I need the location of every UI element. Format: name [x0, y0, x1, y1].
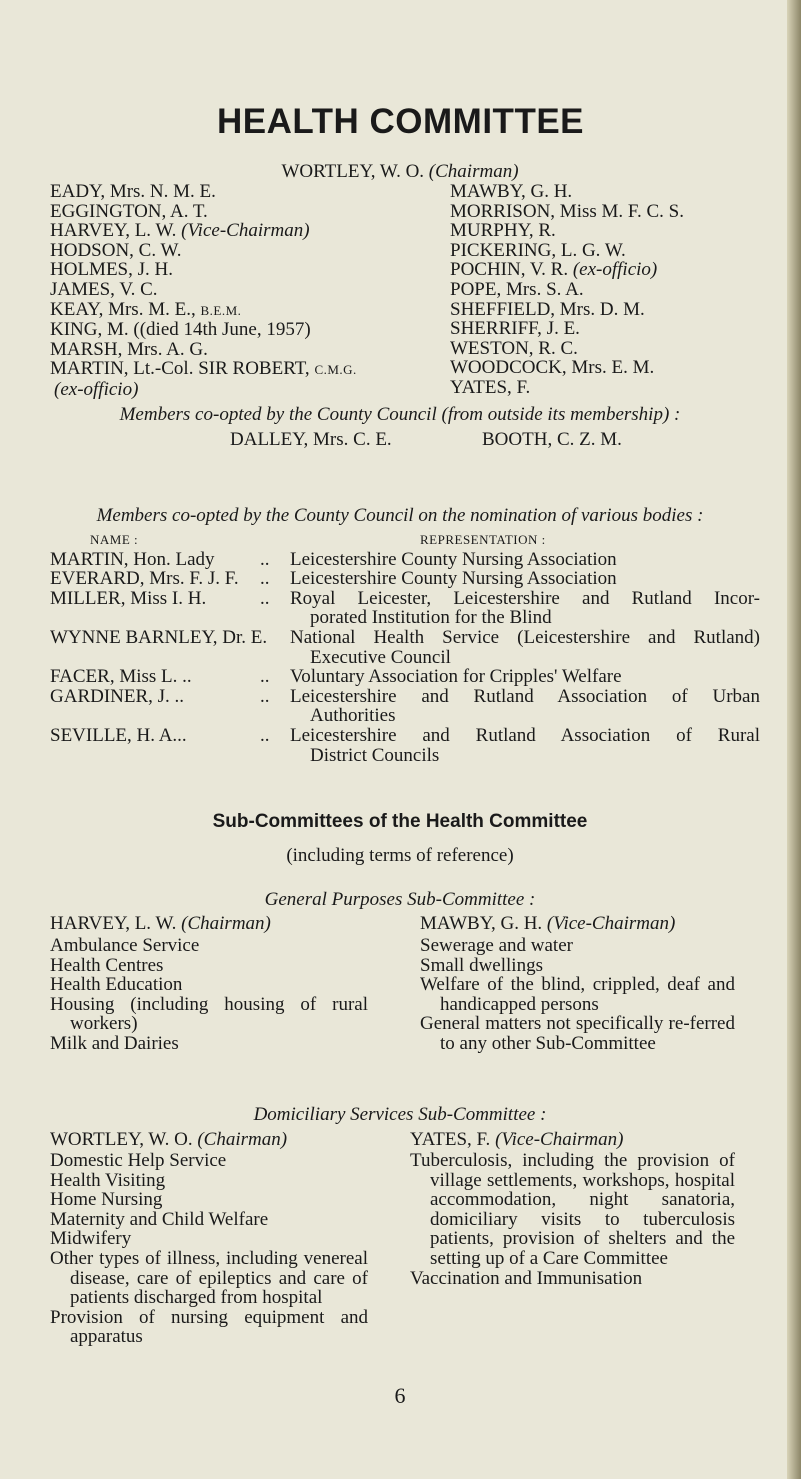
leader-dots: .. [260, 666, 270, 688]
table-row [50, 687, 760, 726]
domiciliary-heading [30, 1105, 770, 1125]
dom-chairman [50, 1130, 287, 1150]
general-purposes-heading [30, 890, 770, 910]
coopted-outside-name: DALLEY, Mrs. C. E. [230, 429, 392, 450]
leader-dots: .. [260, 724, 270, 746]
member-name: EVERARD, Mrs. F. J. F. [50, 568, 239, 590]
member-entry [50, 300, 357, 321]
role: (Vice-Chairman) [495, 1129, 624, 1150]
member-entry [450, 300, 684, 320]
term-of-reference: Milk and Dairies [50, 1032, 179, 1054]
leader-dots: .. [260, 685, 270, 707]
member-name: KEAY, Mrs. M. E., [50, 298, 196, 320]
chairman-role: (Chairman) [428, 161, 519, 182]
table-row [50, 628, 760, 667]
term-of-reference: Vaccination and Immunisation [410, 1267, 643, 1289]
gp-vice-chairman [420, 914, 675, 934]
member-name: WOODCOCK, Mrs. E. M. [450, 357, 655, 379]
heading-part: ) : [662, 404, 681, 425]
member-entry [450, 319, 684, 339]
member-name: POCHIN, V. R. [450, 259, 569, 281]
members-left-column [50, 182, 357, 400]
subcommittees-subheading: (including terms of reference) [286, 845, 514, 866]
subcommittees-heading [30, 812, 770, 832]
term-of-reference: Midwifery [50, 1228, 132, 1250]
heading-text: Domiciliary Services Sub-Committee : [253, 1104, 547, 1125]
term-of-reference: General matters not specifically re-ferred to any other Sub-Committee [420, 1013, 735, 1054]
name: WORTLEY, W. O. [50, 1129, 193, 1150]
column-header-name: NAME : [90, 532, 139, 547]
representation [290, 726, 760, 765]
dom-right-list [410, 1151, 735, 1288]
representation-text: Royal Leicester, Leicestershire and Rutland Incor- [290, 587, 760, 609]
table-row [50, 589, 760, 628]
gp-right-list [420, 936, 735, 1054]
term-of-reference: Maternity and Child Welfare [50, 1208, 269, 1230]
gp-left-list [50, 936, 368, 1054]
role: (Chairman) [197, 1129, 288, 1150]
leader-dots [260, 628, 290, 667]
heading-text: Members co-opted by the County Council on the nomination of various bodies : [96, 505, 704, 526]
member-name: MARTIN, Lt.-Col. SIR ROBERT, [50, 358, 310, 380]
members-right-column [450, 182, 684, 398]
member-entry [50, 260, 357, 280]
member-entry [450, 202, 684, 222]
term-of-reference: Health Centres [50, 954, 164, 976]
coopted-outside-name: BOOTH, C. Z. M. [482, 429, 622, 450]
term-of-reference: Home Nursing [50, 1189, 163, 1211]
member-name: GARDINER, J. .. [50, 685, 185, 707]
table-header [50, 530, 760, 550]
member-name: POPE, Mrs. S. A. [450, 278, 584, 300]
table-row [50, 550, 760, 570]
name: YATES, F. [410, 1129, 491, 1150]
member-name: MILLER, Miss I. H. [50, 587, 207, 609]
chairman-name: WORTLEY, W. O. [281, 161, 425, 182]
member-entry [450, 378, 684, 398]
term-of-reference: Health Education [50, 974, 183, 996]
member-name: HODSON, C. W. [50, 239, 182, 261]
table-row [50, 726, 760, 765]
name: MAWBY, G. H. [420, 913, 543, 934]
representation-continued: Executive Council [310, 646, 451, 668]
role: (Chairman) [181, 913, 271, 934]
member-entry [50, 182, 357, 202]
representation [290, 628, 760, 667]
leader-dots: .. [260, 568, 270, 590]
representation-text: Leicestershire County Nursing Association [290, 548, 617, 570]
table-row [50, 667, 760, 687]
member-entry [50, 221, 357, 241]
member-entry [50, 280, 357, 300]
dom-left-list [50, 1151, 368, 1347]
representation-text: National Health Service (Leicestershire and Rutland) [290, 626, 760, 648]
table-row [50, 569, 760, 589]
member-note: (Vice-Chairman) [181, 220, 310, 242]
representation-text: Leicestershire County Nursing Association [290, 568, 617, 590]
member-entry [50, 359, 357, 380]
committee-chairman [30, 162, 770, 182]
member-name: EADY, Mrs. N. M. E. [50, 181, 216, 202]
member-name: WESTON, R. C. [450, 337, 578, 359]
heading-part: from outside its membership [447, 404, 663, 425]
representation-continued: porated Institution for the Blind [310, 607, 552, 629]
representation [290, 687, 760, 726]
member-entry [450, 241, 684, 261]
member-name: EGGINGTON, A. T. [50, 200, 208, 222]
member-name: JAMES, V. C. [50, 278, 158, 300]
coopted-nominated-heading [20, 506, 780, 526]
page-number: 6 [394, 1383, 406, 1408]
column-header-representation: REPRESENTATION : [420, 532, 546, 547]
dom-vice-chairman [410, 1130, 623, 1150]
representation [290, 569, 760, 589]
member-entry [50, 241, 357, 261]
member-entry [450, 339, 684, 359]
term-of-reference: Ambulance Service [50, 935, 200, 956]
member-entry [450, 182, 684, 202]
member-note: C.M.G. [314, 362, 357, 378]
term-of-reference: Sewerage and water [420, 935, 573, 956]
term-of-reference: Other types of illness, including venereal disease, care of epileptics and care of patients discharged from hospital [50, 1247, 368, 1309]
member-entry [50, 340, 357, 360]
member-name: MAWBY, G. H. [450, 181, 573, 202]
representation [290, 550, 760, 570]
heading-text: General Purposes Sub-Committee : [264, 889, 536, 910]
representation [290, 589, 760, 628]
member-name: YATES, F. [450, 376, 531, 398]
member-name: HOLMES, J. H. [50, 259, 173, 281]
term-of-reference: Tuberculosis, including the provision of village settlements, workshops, hospital accommodation, night sanatoria, domiciliary visits to tuberculosis patients, provision of shelters and the setting up of a Care Committee [410, 1150, 735, 1269]
gp-chairman [50, 914, 271, 934]
member-entry [450, 260, 684, 280]
page-edge-shadow [787, 0, 801, 1479]
member-entry [50, 202, 357, 222]
member-name: KING, M. ((died 14th June, 1957) [50, 319, 311, 341]
member-name: SEVILLE, H. A... [50, 724, 187, 746]
member-name: MARSH, Mrs. A. G. [50, 338, 208, 360]
heading-part: Members co-opted by the County Council ( [119, 404, 448, 425]
member-note: B.E.M. [200, 302, 242, 318]
member-name: SHERRIFF, J. E. [450, 318, 580, 340]
term-of-reference: Welfare of the blind, crippled, deaf and handicapped persons [420, 974, 735, 1015]
representation-text: Leicestershire and Rutland Association of Urban [290, 685, 760, 707]
member-entry [50, 380, 357, 400]
representation-text: Leicestershire and Rutland Association of Rural [290, 724, 760, 746]
member-name: WYNNE BARNLEY, Dr. E. [50, 626, 268, 648]
term-of-reference: Housing (including housing of rural workers) [50, 993, 368, 1035]
member-note: (ex-officio) [572, 259, 658, 281]
member-entry [450, 221, 684, 241]
member-entry [450, 358, 684, 378]
member-name: MARTIN, Hon. Lady [50, 548, 215, 570]
term-of-reference: Health Visiting [50, 1169, 166, 1191]
member-name: SHEFFIELD, Mrs. D. M. [450, 298, 645, 320]
representation-text: Voluntary Association for Cripples' Welfare [290, 666, 622, 688]
member-name: PICKERING, L. G. W. [450, 239, 626, 261]
member-entry [50, 320, 357, 340]
coopted-nominated-table [50, 530, 760, 765]
heading-text: Sub-Committees of the Health Committee [212, 811, 588, 832]
representation-continued: District Councils [310, 744, 440, 766]
member-entry [450, 280, 684, 300]
role: (Vice-Chairman) [546, 913, 676, 934]
member-name: HARVEY, L. W. [50, 220, 177, 242]
representation-continued: Authorities [310, 705, 396, 727]
member-name: MURPHY, R. [450, 220, 556, 242]
coopted-outside-heading [30, 405, 770, 425]
leader-dots: .. [260, 548, 270, 570]
term-of-reference: Small dwellings [420, 954, 543, 976]
member-note: (ex-officio) [54, 378, 139, 400]
leader-dots: .. [260, 587, 270, 609]
page-title: HEALTH COMMITTEE [216, 102, 585, 141]
name: HARVEY, L. W. [50, 913, 177, 934]
member-name: FACER, Miss L. .. [50, 666, 192, 688]
term-of-reference: Domestic Help Service [50, 1150, 227, 1171]
member-name: MORRISON, Miss M. F. C. S. [450, 200, 684, 222]
representation [290, 667, 760, 687]
term-of-reference: Provision of nursing equipment and apparatus [50, 1306, 368, 1348]
